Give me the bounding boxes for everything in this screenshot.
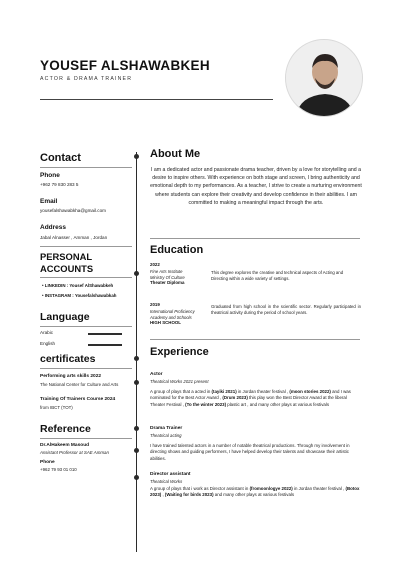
experience-text: and I was nominated for the Best Actor Award , <box>150 389 351 401</box>
experience-text: this play won the Best Director Award at the liberal Theater Festival , <box>150 395 347 407</box>
linkedin-label: LINKEDIN : Yousef AlShawabkeh <box>44 283 114 288</box>
about-divider <box>150 238 360 239</box>
language-bar <box>88 333 122 335</box>
education-divider <box>150 339 360 340</box>
experience-desc <box>150 486 360 499</box>
education-heading: Education <box>150 244 204 256</box>
personal-top-divider <box>40 246 132 247</box>
experience-text: plastic art , and many other plays at various festivals <box>226 401 330 407</box>
address-value: Jabal Alnasser , Amman , Jordan <box>40 235 108 240</box>
phone-label: Phone <box>40 172 60 179</box>
experience-highlight: (tayiki 2021) <box>211 389 237 394</box>
language-divider <box>40 326 132 327</box>
certificate-title: Performing arts skills 2022 <box>40 374 102 379</box>
candidate-title: ACTOR & DRAMA TRAINER <box>40 76 133 82</box>
experience-sub: Theatrical Works 2021 present <box>150 379 209 384</box>
experience-role: Director assistant <box>150 472 191 477</box>
timeline-dot <box>134 448 139 453</box>
language-bar-fill <box>88 344 122 346</box>
education-item <box>150 302 210 307</box>
timeline-dot <box>134 154 139 159</box>
language-heading: Language <box>40 311 90 323</box>
experience-text: A group of plays that i work as Director assistant in <box>150 486 250 491</box>
language-name: English <box>40 341 56 346</box>
address-label: Address <box>40 224 67 231</box>
experience-text: in Jordan theater festival , <box>236 389 290 394</box>
timeline-dot <box>134 356 139 361</box>
avatar-icon <box>286 40 363 117</box>
instagram-item[interactable]: • INSTAGRAM : Yousefalshawabkah <box>42 293 117 298</box>
education-school-line2: Academy and Schools <box>150 314 192 320</box>
experience-sub: Theatrical acting <box>150 433 182 438</box>
reference-divider <box>40 438 132 439</box>
experience-desc <box>150 443 360 462</box>
education-degree: HIGH SCHOOL <box>150 320 181 325</box>
contact-divider <box>40 167 132 168</box>
personal-heading-2: ACCOUNTS <box>40 263 94 274</box>
contact-heading: Contact <box>40 152 81 164</box>
education-desc: Graduated from high school in the scientific sector. Regularly participated in theatrical activity during the period of school years. <box>211 304 361 316</box>
education-school-line1: International Proficiency <box>150 309 195 314</box>
experience-desc <box>150 389 362 408</box>
reference-name: Dr.AlHakeem Masoud <box>40 443 90 448</box>
language-bar-fill <box>88 333 122 335</box>
timeline-dot <box>134 426 139 431</box>
education-school <box>150 269 210 285</box>
experience-highlight: (Waiting for birds 2023) <box>164 492 214 498</box>
experience-highlight: (To the winter 2023) <box>185 401 227 407</box>
education-desc: This degree explores the creative and technical aspects of Acting and Directing within a wide variety of settings. <box>211 270 344 282</box>
email-value[interactable]: yousefalshawabkha@gmail.com <box>40 208 106 213</box>
experience-highlight: (moon stories 2022) <box>289 389 331 394</box>
experience-sub: Theatrical Works <box>150 479 183 484</box>
certificates-heading: certificates <box>40 353 96 365</box>
experience-text: I have trained talented actors in a number of notable theatrical productions. Through my involvement in directing shows and guiding performers, I have helped develop their talents and showcase their artistic abilities. <box>150 443 350 461</box>
personal-heading-1: PERSONAL <box>40 251 93 262</box>
experience-highlight: (fromoonlogye 2022) <box>249 486 293 491</box>
education-school-line2: Ministry Of Culture <box>150 274 185 280</box>
education-school-line1: Fine Arts Institute <box>150 269 183 274</box>
about-text: I am a dedicated actor and passionate drama teacher, driven by a love for storytelling and a desire to inspire others. With experience on both stage and screen, I bring authenticity and emotional depth to my performances. As a teacher, I strive to create a nurturing environment where students can explore their creativity and develop confidence in their abilities. I am committed to making a meaningful impact through the arts. <box>150 167 362 206</box>
experience-role: Actor <box>150 372 163 377</box>
reference-role: Assistant Professor at SAE Amman <box>40 450 109 455</box>
experience-role: Drama Trainer <box>150 426 183 431</box>
linkedin-item[interactable]: • LINKEDIN : Yousef AlShawabkeh <box>42 283 114 288</box>
language-row-english <box>40 341 134 348</box>
language-row-arabic <box>40 330 134 337</box>
reference-heading: Reference <box>40 423 91 435</box>
profile-photo <box>285 39 363 117</box>
experience-text: , <box>161 492 165 498</box>
instagram-label: INSTAGRAM : Yousefalshawabkah <box>44 293 117 298</box>
language-name: Arabic <box>40 330 54 335</box>
reference-phone-label: Phone <box>40 460 55 465</box>
certificate-issuer: The National Center for Culture and Arts <box>40 382 119 387</box>
personal-divider <box>40 277 132 278</box>
phone-value[interactable]: +962 79 830 283 5 <box>40 182 79 187</box>
education-school <box>150 309 212 325</box>
about-heading: About Me <box>150 148 201 160</box>
education-year: 2022 <box>150 262 160 267</box>
experience-heading: Experience <box>150 346 209 358</box>
timeline-line <box>136 152 137 552</box>
experience-text: and many other plays at various festivals <box>213 492 295 498</box>
experience-text: in Jordan theater festival , <box>292 486 346 491</box>
certificates-divider <box>40 368 132 369</box>
timeline-dot <box>134 475 139 480</box>
education-year: 2019 <box>150 302 160 307</box>
certificate-title: Training Of Trainers Course 2024 <box>40 397 116 402</box>
experience-highlight: (Drum 2023) <box>222 395 248 401</box>
experience-text: A group of plays that a acted in <box>150 389 212 394</box>
certificate-issuer: from IBCT (TOT) <box>40 405 73 410</box>
header-divider <box>40 99 273 100</box>
language-bar <box>88 344 122 346</box>
education-degree: Theater Diploma <box>150 280 185 285</box>
email-label: Email <box>40 198 58 205</box>
timeline-dot <box>134 271 139 276</box>
reference-phone[interactable]: +962 79 93 01 010 <box>40 467 77 472</box>
experience-highlight: (Botox 2023) <box>150 486 360 498</box>
candidate-name: YOUSEF ALSHAWABKEH <box>40 58 210 73</box>
education-item <box>150 262 210 267</box>
